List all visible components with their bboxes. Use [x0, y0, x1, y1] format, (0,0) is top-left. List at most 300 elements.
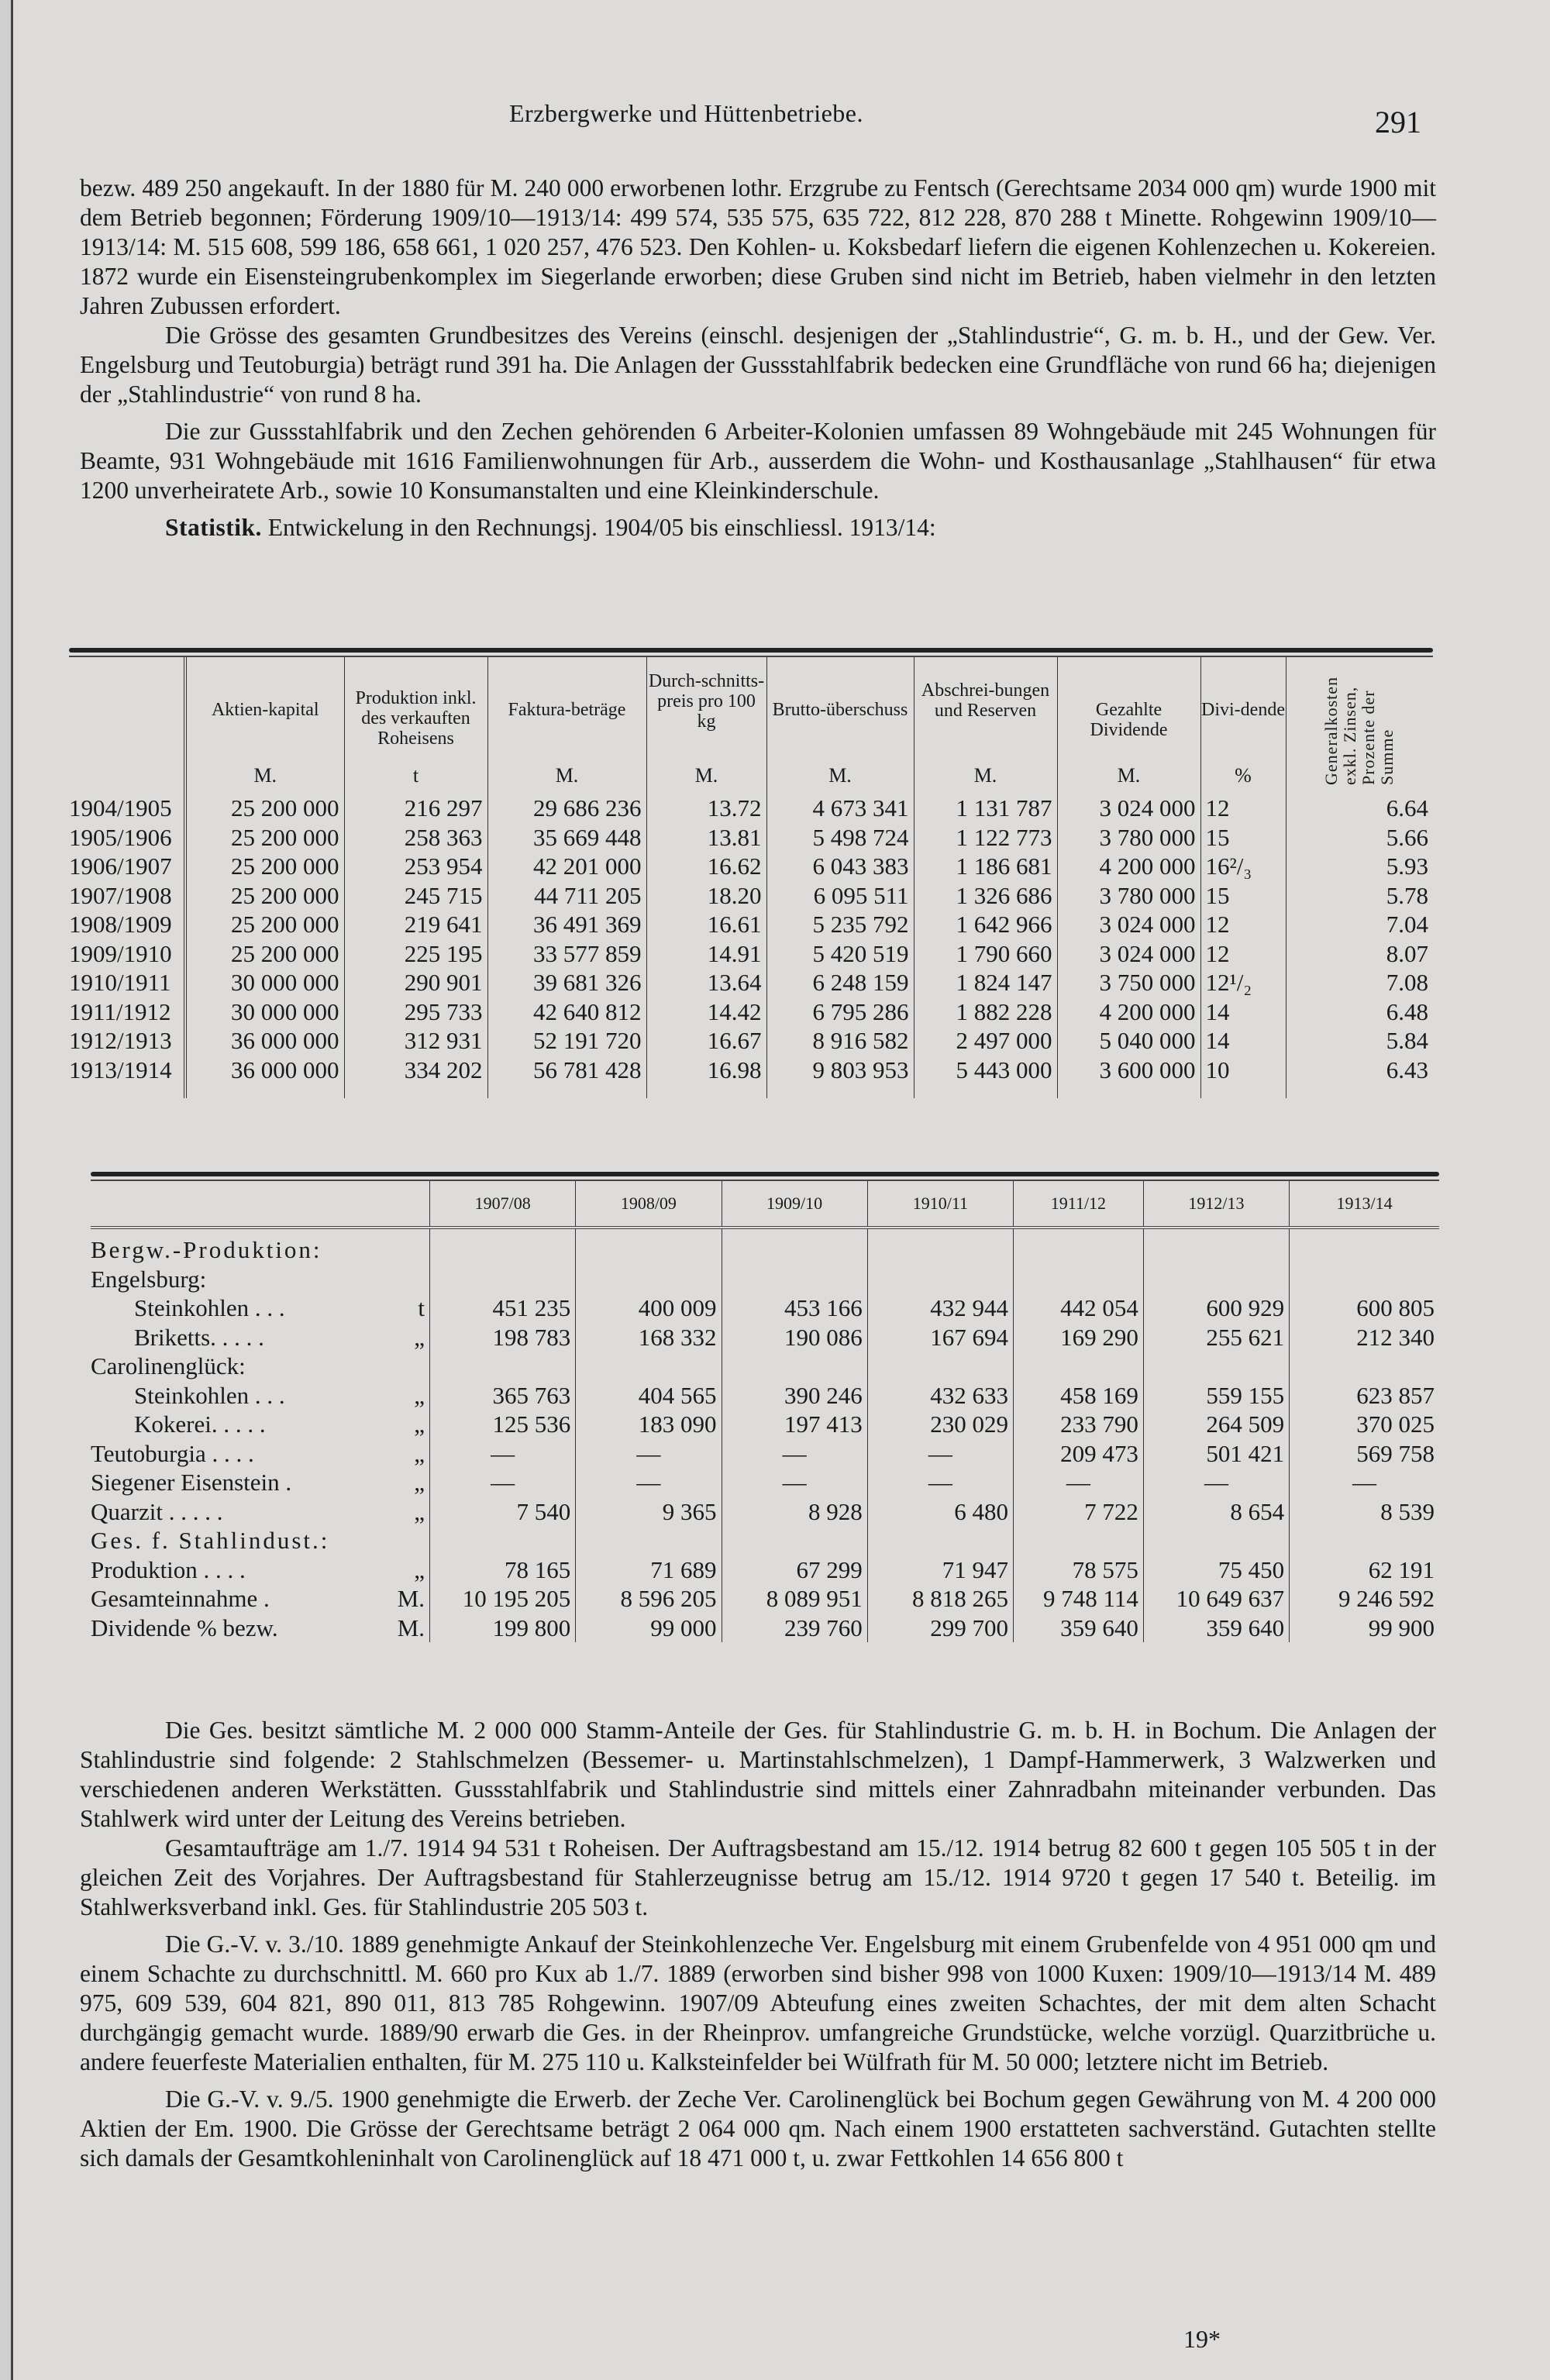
table-cell: 67 299 [722, 1555, 867, 1585]
table-cell [1290, 1228, 1439, 1265]
table-cell: 25 200 000 [185, 939, 344, 969]
col-header-year: 1911/12 [1013, 1181, 1143, 1228]
table-cell: 197 413 [722, 1410, 867, 1439]
table-cell: 183 090 [576, 1410, 722, 1439]
table-cell: 5 420 519 [766, 939, 914, 969]
row-label-text: Steinkohlen . . . [134, 1381, 285, 1409]
table-cell: 334 202 [344, 1056, 487, 1099]
col-header-year: 1908/09 [576, 1181, 722, 1228]
table-cell: 190 086 [722, 1323, 867, 1352]
table-cell: 365 763 [430, 1381, 576, 1410]
table-cell: 3 024 000 [1057, 939, 1200, 969]
table-cell: 7.04 [1286, 910, 1433, 939]
table-cell: 404 565 [576, 1381, 722, 1410]
row-label [91, 1439, 430, 1469]
table-cell: — [722, 1468, 867, 1497]
table-cell [1290, 1352, 1439, 1381]
row-label-text: Teutoburgia . . . . [91, 1439, 254, 1467]
col-header-dividende-pct: Divi-dende % [1200, 657, 1286, 789]
row-label [91, 1555, 430, 1585]
row-label [91, 1468, 430, 1497]
table-cell: 1 882 228 [914, 997, 1057, 1027]
paragraph: Die Ges. besitzt sämtliche M. 2 000 000 Stamm-Anteile der Ges. für Stahlindustrie G. m. b. H. in Bochum. Die Anlagen der Stahlindustrie sind folgende: 2 Stahlschmelzen (Bessemer- u. Martinstahlschmelzen), 1 Dampf-Hammerwerk, 3 Walzwerken und verschiedenen anderen Werkstätten. Gussstahlfabrik und Stahlindustrie sind mittels einer Zahnradbahn miteinander verbunden. Das Stahlwerk wird unter der Leitung des Vereins betrieben. [80, 1717, 1436, 1832]
row-label-text: Engelsburg: [91, 1265, 207, 1293]
table-cell: 25 200 000 [185, 910, 344, 939]
table-cell: 1 186 681 [914, 852, 1057, 881]
table-cell: 75 450 [1143, 1555, 1289, 1585]
table-cell: 99 000 [576, 1614, 722, 1643]
col-header-gezahlte-dividende: Gezahlte Dividende M. [1057, 657, 1200, 789]
table-cell: 13.81 [646, 823, 766, 852]
production-table [91, 1172, 1439, 1642]
table-cell [722, 1265, 867, 1294]
table-cell: 5.93 [1286, 852, 1433, 881]
table-cell: 8 089 951 [722, 1584, 867, 1614]
table-cell: 71 689 [576, 1555, 722, 1585]
table-cell: — [1290, 1468, 1439, 1497]
table-cell: 35 669 448 [487, 823, 646, 852]
table-cell: 25 200 000 [185, 852, 344, 881]
table-cell: 230 029 [867, 1410, 1013, 1439]
table-cell: 5 498 724 [766, 823, 914, 852]
table-cell: 264 509 [1143, 1410, 1289, 1439]
fiscal-year-cell: 1908/1909 [69, 911, 172, 938]
table-cell: 7 722 [1013, 1497, 1143, 1527]
table-row [91, 1323, 1439, 1352]
table-rule [91, 1172, 1439, 1176]
table-cell [1013, 1352, 1143, 1381]
row-label [91, 1265, 430, 1294]
fiscal-year-cell: 1904/1905 [69, 794, 172, 821]
table-cell: 6 095 511 [766, 881, 914, 911]
table-cell [867, 1526, 1013, 1555]
table-cell: 245 715 [344, 881, 487, 911]
table-header-row [69, 657, 1433, 789]
table-cell: 33 577 859 [487, 939, 646, 969]
table-cell: 3 750 000 [1057, 968, 1200, 997]
table-cell: 600 805 [1290, 1293, 1439, 1323]
closing-text [80, 1716, 1436, 2173]
table-cell: 6 480 [867, 1497, 1013, 1527]
col-header-year: 1909/10 [722, 1181, 867, 1228]
table-cell: 14 [1200, 997, 1286, 1027]
table-cell: 8 539 [1290, 1497, 1439, 1527]
row-unit: „ [414, 1323, 425, 1351]
page-number: 291 [1375, 105, 1421, 139]
table-cell: 4 200 000 [1057, 997, 1200, 1027]
table-cell: 600 929 [1143, 1293, 1289, 1323]
fiscal-year-cell: 1912/1913 [69, 1027, 172, 1054]
table-rule [69, 648, 1433, 653]
table-cell: 255 621 [1143, 1323, 1289, 1352]
table-cell: 1 790 660 [914, 939, 1057, 969]
table-row [69, 823, 1433, 852]
row-label [91, 1584, 430, 1614]
paragraph: Die Grösse des gesamten Grundbesitzes des Vereins (einschl. desjenigen der „Stahlindustrie“, G. m. b. H., und der Gew. Ver. Engelsburg und Teutoburgia) beträgt rund 391 ha. Die Anlagen der Gussstahlfabrik bedecken eine Grundfläche von rund 66 ha; diejenigen der „Stahlindustrie“ von rund 8 ha. [80, 322, 1436, 408]
table-cell [867, 1228, 1013, 1265]
table-cell: 12 [1200, 789, 1286, 823]
table-row [91, 1228, 1439, 1265]
row-unit: M. [397, 1585, 425, 1612]
table-cell: 198 783 [430, 1323, 576, 1352]
row-label-text: Gesamteinnahme . [91, 1585, 270, 1612]
table-cell [1013, 1526, 1143, 1555]
table-cell: 2 497 000 [914, 1026, 1057, 1056]
table-row [69, 968, 1433, 997]
table-cell: 359 640 [1143, 1614, 1289, 1643]
table-cell: 125 536 [430, 1410, 576, 1439]
table-cell [1143, 1228, 1289, 1265]
table-row [91, 1584, 1439, 1614]
table-cell: 199 800 [430, 1614, 576, 1643]
row-unit: „ [414, 1410, 425, 1438]
fiscal-year-cell: 1913/1914 [69, 1056, 172, 1083]
table-cell: 299 700 [867, 1614, 1013, 1643]
row-label-text: Dividende % bezw. [91, 1614, 278, 1641]
col-header-durchschnittspreis: Durch-schnitts-preis pro 100 kg M. [646, 657, 766, 789]
table-cell: 14.42 [646, 997, 766, 1027]
table-cell: 623 857 [1290, 1381, 1439, 1410]
table-cell: 8 654 [1143, 1497, 1289, 1527]
table-row [69, 1026, 1433, 1056]
table-cell: 10 [1200, 1056, 1286, 1099]
table-cell: 209 473 [1013, 1439, 1143, 1469]
table-cell [1290, 1526, 1439, 1555]
financial-table [69, 657, 1433, 1098]
table-cell: — [867, 1468, 1013, 1497]
table-cell: 9 748 114 [1013, 1584, 1143, 1614]
table-cell [1013, 1228, 1143, 1265]
row-unit: „ [414, 1381, 425, 1409]
table-cell: 6 795 286 [766, 997, 914, 1027]
table-row [91, 1439, 1439, 1469]
table-cell: 1 122 773 [914, 823, 1057, 852]
table-cell: 212 340 [1290, 1323, 1439, 1352]
row-label [91, 1228, 430, 1265]
row-label [91, 1614, 430, 1643]
table-cell: 501 421 [1143, 1439, 1289, 1469]
table-cell: 168 332 [576, 1323, 722, 1352]
table-cell: 36 000 000 [185, 1056, 344, 1099]
table-cell: 29 686 236 [487, 789, 646, 823]
table-row [91, 1614, 1439, 1643]
year-header-row [91, 1181, 1439, 1228]
table-cell: 25 200 000 [185, 881, 344, 911]
table-cell: 25 200 000 [185, 823, 344, 852]
table-cell: 5 443 000 [914, 1056, 1057, 1099]
table-cell [867, 1265, 1013, 1294]
table-cell: 30 000 000 [185, 997, 344, 1027]
table-cell: 1 131 787 [914, 789, 1057, 823]
table-row [91, 1293, 1439, 1323]
table-cell: 39 681 326 [487, 968, 646, 997]
paragraph: Die G.-V. v. 3./10. 1889 genehmigte Ankauf der Steinkohlenzeche Ver. Engelsburg mit einem Grubenfelde von 4 951 000 qm und einem Schachte zu durchschnittl. M. 660 pro Kux ab 1./7. 1889 (erworben sind bisher 998 von 1000 Kuxen: 1909/10—1913/14 M. 489 975, 609 539, 604 821, 890 011, 813 785 Rohgewinn. 1907/09 Abteufung eines zweiten Schachtes, der mit dem alten Schacht durchgängig gemacht wurde. 1889/90 erwarb die Ges. in der Rheinprov. umfangreiche Grundstücke, welche vorzügl. Quarzitbrüche u. andere feuerfeste Materialien enthalten, für M. 275 110 u. Kalksteinfelder bei Wülfrath für M. 50 000; letztere nicht im Betrieb. [80, 1931, 1436, 2075]
row-label-text: Bergw.-Produktion: [91, 1236, 322, 1263]
table-cell: 42 201 000 [487, 852, 646, 881]
table-cell [1143, 1265, 1289, 1294]
row-unit: M. [397, 1614, 425, 1641]
row-label-text: Quarzit . . . . . [91, 1497, 223, 1525]
table-cell: 9 803 953 [766, 1056, 914, 1099]
table-row [91, 1381, 1439, 1410]
table-cell: 432 944 [867, 1293, 1013, 1323]
table-cell: 15 [1200, 823, 1286, 852]
table-cell: 5.78 [1286, 881, 1433, 911]
table-cell: 8 596 205 [576, 1584, 722, 1614]
table-cell: 451 235 [430, 1293, 576, 1323]
table-cell: 99 900 [1290, 1614, 1439, 1643]
row-label-text: Carolinenglück: [91, 1352, 246, 1379]
table-cell: 312 931 [344, 1026, 487, 1056]
col-header-year: 1912/13 [1143, 1181, 1289, 1228]
table-row [69, 939, 1433, 969]
row-label [91, 1323, 430, 1352]
table-cell: 390 246 [722, 1381, 867, 1410]
table-cell [1290, 1265, 1439, 1294]
table-row [91, 1526, 1439, 1555]
table-cell: 12¹/₂ [1200, 968, 1286, 997]
table-cell: 219 641 [344, 910, 487, 939]
table-cell: 25 200 000 [185, 789, 344, 823]
col-header-year: 1910/11 [867, 1181, 1013, 1228]
table-cell: 400 009 [576, 1293, 722, 1323]
table-cell: 42 640 812 [487, 997, 646, 1027]
table-cell: — [867, 1439, 1013, 1469]
table-row [69, 1056, 1433, 1099]
table-cell: 290 901 [344, 968, 487, 997]
table-cell: 3 024 000 [1057, 910, 1200, 939]
table-cell [430, 1526, 576, 1555]
table-cell: 4 200 000 [1057, 852, 1200, 881]
statistik-line [80, 513, 1436, 542]
table-cell: 6.48 [1286, 997, 1433, 1027]
table-cell: 9 246 592 [1290, 1584, 1439, 1614]
table-cell [722, 1526, 867, 1555]
table-cell: 4 673 341 [766, 789, 914, 823]
row-label [91, 1410, 430, 1439]
table-cell: 36 491 369 [487, 910, 646, 939]
table-cell [576, 1228, 722, 1265]
table-cell: 559 155 [1143, 1381, 1289, 1410]
table-cell: 3 024 000 [1057, 789, 1200, 823]
table-cell: 16.67 [646, 1026, 766, 1056]
table-cell: 7.08 [1286, 968, 1433, 997]
table-cell: — [430, 1439, 576, 1469]
table-cell: 3 780 000 [1057, 823, 1200, 852]
row-label-text: Steinkohlen . . . [134, 1294, 285, 1321]
table-cell: 7 540 [430, 1497, 576, 1527]
table-cell [722, 1228, 867, 1265]
fiscal-year-cell: 1906/1907 [69, 852, 172, 880]
table-cell: 5.84 [1286, 1026, 1433, 1056]
col-header-year [69, 657, 185, 789]
table-cell: 1 642 966 [914, 910, 1057, 939]
col-header-produktion: Produktion inkl. des verkauften Roheisens t [344, 657, 487, 789]
table-cell: 14 [1200, 1026, 1286, 1056]
table-cell: 16.61 [646, 910, 766, 939]
row-label [91, 1381, 430, 1410]
table-cell [576, 1526, 722, 1555]
table-cell: 1 326 686 [914, 881, 1057, 911]
table-cell: 239 760 [722, 1614, 867, 1643]
table-cell: 569 758 [1290, 1439, 1439, 1469]
table-cell: 6 248 159 [766, 968, 914, 997]
table-cell: 370 025 [1290, 1410, 1439, 1439]
table-cell [576, 1265, 722, 1294]
table-cell: 36 000 000 [185, 1026, 344, 1056]
table-cell: 12 [1200, 939, 1286, 969]
table-cell: 15 [1200, 881, 1286, 911]
table-cell [722, 1352, 867, 1381]
table-cell: 253 954 [344, 852, 487, 881]
table-cell: 52 191 720 [487, 1026, 646, 1056]
production-grid [91, 1181, 1439, 1642]
row-label [91, 1293, 430, 1323]
table-cell: 8 818 265 [867, 1584, 1013, 1614]
table-cell: 359 640 [1013, 1614, 1143, 1643]
paragraph: Die G.-V. v. 9./5. 1900 genehmigte die Erwerb. der Zeche Ver. Carolinenglück bei Bochum gegen Gewährung von M. 4 200 000 Aktien der Em. 1900. Die Grösse der Gerechtsame beträgt 2 064 000 qm. Nach einem 1900 erstatteten sachverständ. Gutachten stellte sich damals der Gesamtkohleninhalt von Carolinenglück auf 18 471 000 t, u. zwar Fettkohlen 14 656 800 t [80, 2086, 1436, 2172]
row-unit: t [418, 1294, 425, 1321]
row-label-text: Briketts. . . . . [134, 1323, 264, 1351]
table-cell: 12 [1200, 910, 1286, 939]
col-header-fakturabetraege: Faktura-beträge M. [487, 657, 646, 789]
row-label [91, 1497, 430, 1527]
intro-text [80, 174, 1436, 542]
book-page [11, 0, 1550, 2380]
table-cell: 16.62 [646, 852, 766, 881]
table-row [69, 852, 1433, 881]
paragraph: Die zur Gussstahlfabrik und den Zechen gehörenden 6 Arbeiter-Kolonien umfassen 89 Wohngebäude mit 245 Wohnungen für Beamte, 931 Wohngebäude mit 1616 Familienwohnungen für Arb., ausserdem die Wohn- und Kosthausanlage „Stahlhausen“ für etwa 1200 unverheiratete Arb., sowie 10 Konsumanstalten und eine Kleinkinderschule. [80, 418, 1436, 504]
table-cell: 9 365 [576, 1497, 722, 1527]
table-cell: 5 235 792 [766, 910, 914, 939]
table-row [69, 881, 1433, 911]
col-header-generalkosten: Generalkosten exkl. Zinsen, Prozente der Summe [1286, 657, 1433, 789]
table-cell: — [1013, 1468, 1143, 1497]
table-cell: 10 195 205 [430, 1584, 576, 1614]
fiscal-year-cell: 1909/1910 [69, 939, 172, 967]
col-header-label [91, 1181, 430, 1228]
table-cell: 8.07 [1286, 939, 1433, 969]
table-cell: 3 600 000 [1057, 1056, 1200, 1099]
row-label-text: Ges. f. Stahlindust.: [91, 1527, 330, 1554]
paragraph: bezw. 489 250 angekauft. In der 1880 für M. 240 000 erworbenen lothr. Erzgrube zu Fentsch (Gerechtsame 2034 000 qm) wurde 1900 mit dem Betrieb begonnen; Förderung 1909/10—1913/14: 499 574, 535 575, 635 722, 812 228, 870 288 t Minette. Rohgewinn 1909/10—1913/14: M. 515 608, 599 186, 658 661, 1 020 257, 476 523. Den Kohlen- u. Koksbedarf liefern die eigenen Kohlenzechen u. Kokereien. 1872 wurde ein Eisensteingrubenkomplex im Siegerlande erworben; diese Gruben sind nicht im Betrieb, haben vielmehr in den letzten Jahren Zubussen erfordert. [80, 174, 1436, 319]
table-cell [1143, 1352, 1289, 1381]
col-header-year: 1907/08 [430, 1181, 576, 1228]
row-unit: „ [414, 1469, 425, 1496]
table-cell: 6.43 [1286, 1056, 1433, 1099]
table-cell: — [430, 1468, 576, 1497]
table-cell: 458 169 [1013, 1381, 1143, 1410]
table-cell: 233 790 [1013, 1410, 1143, 1439]
statistik-text: Entwickelung in den Rechnungsj. 1904/05 bis einschliessl. 1913/14: [267, 514, 936, 541]
col-header-aktienkapital: Aktien-kapital M. [185, 657, 344, 789]
table-row [69, 910, 1433, 939]
col-header-bruttoueberschuss: Brutto-überschuss M. [766, 657, 914, 789]
table-cell: 16.98 [646, 1056, 766, 1099]
col-header-abschreibungen: Abschrei-bungen und Reserven M. [914, 657, 1057, 789]
signature-mark: 19* [1183, 2325, 1221, 2353]
table-cell: 8 928 [722, 1497, 867, 1527]
table-cell: 71 947 [867, 1555, 1013, 1585]
table-cell: 62 191 [1290, 1555, 1439, 1585]
table-cell: 8 916 582 [766, 1026, 914, 1056]
table-cell: 258 363 [344, 823, 487, 852]
financial-statistics-table [69, 648, 1433, 1098]
table-row [91, 1352, 1439, 1381]
table-cell: 18.20 [646, 881, 766, 911]
table-cell: 442 054 [1013, 1293, 1143, 1323]
table-cell: 30 000 000 [185, 968, 344, 997]
table-cell [1143, 1526, 1289, 1555]
table-cell: 167 694 [867, 1323, 1013, 1352]
table-cell: 14.91 [646, 939, 766, 969]
table-cell: 13.72 [646, 789, 766, 823]
table-cell: 78 165 [430, 1555, 576, 1585]
row-unit: „ [414, 1497, 425, 1525]
running-head-title: Erzbergwerke und Hüttenbetriebe. [509, 99, 863, 127]
table-row [91, 1265, 1439, 1294]
statistik-heading: Statistik. [165, 514, 262, 541]
table-row [91, 1410, 1439, 1439]
table-cell: 5 040 000 [1057, 1026, 1200, 1056]
row-label [91, 1352, 430, 1381]
table-cell [430, 1228, 576, 1265]
table-cell: 16²/₃ [1200, 852, 1286, 881]
table-cell: 225 195 [344, 939, 487, 969]
fiscal-year-cell: 1905/1906 [69, 823, 172, 851]
table-cell: 432 633 [867, 1381, 1013, 1410]
table-cell: 10 649 637 [1143, 1584, 1289, 1614]
table-cell [576, 1352, 722, 1381]
table-cell: 169 290 [1013, 1323, 1143, 1352]
table-row [69, 997, 1433, 1027]
table-cell: 78 575 [1013, 1555, 1143, 1585]
table-cell: 216 297 [344, 789, 487, 823]
table-cell [867, 1352, 1013, 1381]
table-row [91, 1555, 1439, 1585]
table-cell: 13.64 [646, 968, 766, 997]
table-cell: — [576, 1468, 722, 1497]
table-cell: 295 733 [344, 997, 487, 1027]
table-cell: 6.64 [1286, 789, 1433, 823]
running-head [13, 99, 1550, 138]
row-unit: „ [414, 1555, 425, 1583]
row-unit: „ [414, 1439, 425, 1467]
row-label-text: Kokerei. . . . . [134, 1410, 266, 1438]
table-cell: 453 166 [722, 1293, 867, 1323]
paragraph: Gesamtaufträge am 1./7. 1914 94 531 t Roheisen. Der Auftragsbestand am 15./12. 1914 betrug 82 600 t gegen 105 505 t in der gleichen Zeit des Vorjahres. Der Auftragsbestand für Stahlerzeugnisse betrug am 15./12. 1914 9720 t gegen 17 540 t. Beteilig. im Stahlwerksverband inkl. Ges. für Stahlindustrie 205 503 t. [80, 1834, 1436, 1920]
row-label [91, 1526, 430, 1555]
table-cell [1013, 1265, 1143, 1294]
table-cell: 5.66 [1286, 823, 1433, 852]
row-label-text: Produktion . . . . [91, 1555, 246, 1583]
table-row [69, 789, 1433, 823]
table-row [91, 1468, 1439, 1497]
fiscal-year-cell: 1907/1908 [69, 881, 172, 909]
row-label-text: Siegener Eisenstein . [91, 1469, 292, 1496]
table-cell: 3 780 000 [1057, 881, 1200, 911]
table-cell: — [576, 1439, 722, 1469]
fiscal-year-cell: 1910/1911 [69, 969, 171, 996]
fiscal-year-cell: 1911/1912 [69, 997, 171, 1025]
table-cell: — [1143, 1468, 1289, 1497]
table-cell [430, 1352, 576, 1381]
table-cell [430, 1265, 576, 1294]
table-cell: 1 824 147 [914, 968, 1057, 997]
table-cell: 56 781 428 [487, 1056, 646, 1099]
table-row [91, 1497, 1439, 1527]
col-header-year: 1913/14 [1290, 1181, 1439, 1228]
